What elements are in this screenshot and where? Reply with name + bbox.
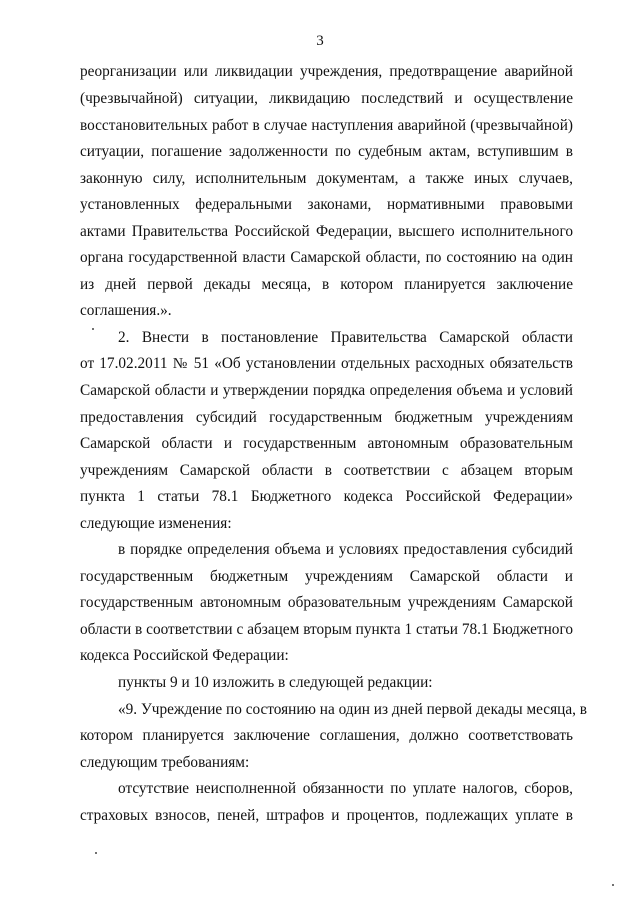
text-line: (чрезвычайной) ситуации, ликвидацию последствий и осуществление [80, 90, 573, 107]
text-line: страховых взносов, пеней, штрафов и процентов, подлежащих уплате в [80, 807, 573, 824]
text-line: пункта 1 статьи 78.1 Бюджетного кодекса Российской Федерации» [80, 488, 573, 505]
page-number: 3 [316, 33, 324, 49]
text-line: от 17.02.2011 № 51 «Об установлении отдельных расходных обязательств [80, 355, 573, 372]
text-line: следующим требованиям: [80, 754, 250, 771]
text-line: установленных федеральными законами, нормативными правовыми [80, 196, 573, 213]
text-line: государственным бюджетным учреждениям Самарской области и [80, 568, 573, 585]
text-line: в порядке определения объема и условиях предоставления субсидий [118, 541, 573, 558]
text-line: ситуации, погашение задолженности по судебным актам, вступившим в [80, 143, 573, 160]
text-line: из дней первой декады месяца, в котором планируется заключение [80, 276, 573, 293]
text-line: органа государственной власти Самарской области, по состоянию на один [80, 249, 573, 266]
text-line: законную силу, исполнительным документам, а также иных случаев, [80, 170, 573, 187]
scan-speck [95, 852, 97, 854]
text-line: 2. Внести в постановление Правительства Самарской области [118, 329, 573, 346]
text-line: следующие изменения: [80, 515, 232, 532]
text-line: котором планируется заключение соглашения, должно соответствовать [80, 727, 573, 744]
text-line: актами Правительства Российской Федерации, высшего исполнительного [80, 223, 573, 240]
text-line: отсутствие неисполненной обязанности по уплате налогов, сборов, [118, 780, 573, 797]
text-line: соглашения.». [80, 302, 172, 319]
text-line: реорганизации или ликвидации учреждения, предотвращение аварийной [80, 63, 573, 80]
text-line: кодекса Российской Федерации: [80, 647, 289, 664]
text-line: «9. Учреждение по состоянию на один из дней первой декады месяца, в [118, 701, 587, 718]
scan-speck [92, 328, 94, 330]
text-line: пункты 9 и 10 изложить в следующей редакции: [118, 674, 433, 691]
text-line: Самарской области и утверждении порядка определения объема и условий [80, 382, 573, 399]
text-line: государственным автономным образовательным учреждениям Самарской [80, 594, 573, 611]
text-line: предоставления субсидий государственным бюджетным учреждениям [80, 409, 573, 426]
text-line: Самарской области и государственным автономным образовательным [80, 435, 573, 452]
scan-speck [612, 884, 614, 886]
text-line: восстановительных работ в случае наступления аварийной (чрезвычайной) [80, 117, 573, 134]
text-line: области в соответствии с абзацем вторым пункта 1 статьи 78.1 Бюджетного [80, 621, 573, 638]
text-line: учреждениям Самарской области в соответствии с абзацем вторым [80, 462, 573, 479]
